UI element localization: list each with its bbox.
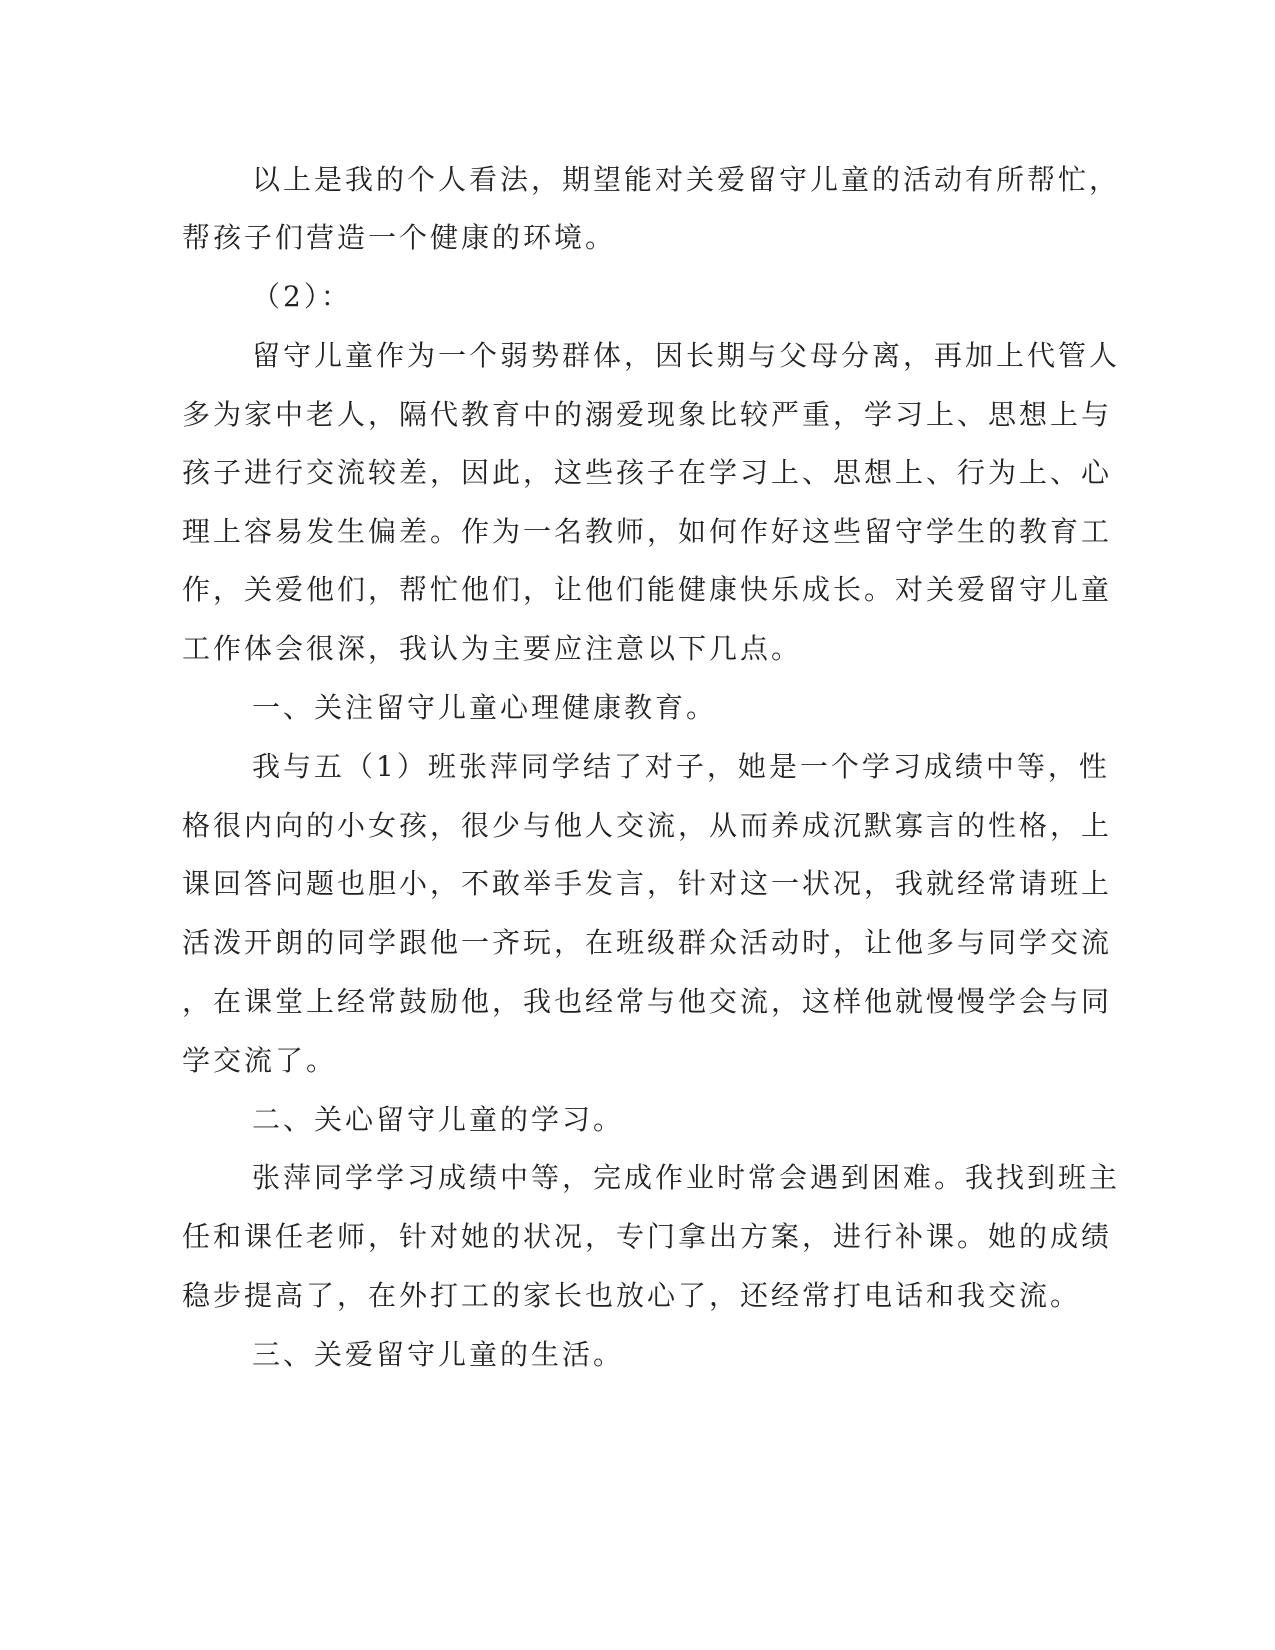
- section-heading: 二、关心留守儿童的学习。: [252, 1103, 625, 1136]
- section-heading: 三、关爱留守儿童的生活。: [252, 1338, 625, 1371]
- paragraph-line: 留守儿童作为一个弱势群体，因长期与父母分离，再加上代管人: [252, 339, 1121, 372]
- paragraph-line: 活泼开朗的同学跟他一齐玩，在班级群众活动时，让他多与同学交流: [182, 926, 1113, 959]
- paragraph-line: 多为家中老人，隔代教育中的溺爱现象比较严重，学习上、思想上与: [182, 398, 1113, 431]
- paragraph-line: 任和课任老师，针对她的状况，专门拿出方案，进行补课。她的成绩: [182, 1220, 1113, 1253]
- paragraph-line: 张萍同学学习成绩中等，完成作业时常会遇到困难。我找到班主: [252, 1161, 1121, 1194]
- paragraph-line: 理上容易发生偏差。作为一名教师，如何作好这些留守学生的教育工: [182, 515, 1113, 548]
- paragraph-line: 课回答问题也胆小，不敢举手发言，针对这一状况，我就经常请班上: [182, 867, 1113, 900]
- paragraph-line: 作，关爱他们，帮忙他们，让他们能健康快乐成长。对关爱留守儿童: [182, 573, 1113, 606]
- paragraph-line: 我与五（1）班张萍同学结了对子，她是一个学习成绩中等，性: [252, 750, 1110, 783]
- paragraph-line: ，在课堂上经常鼓励他，我也经常与他交流，这样他就慢慢学会与同: [182, 985, 1113, 1018]
- paragraph-line: 帮孩子们营造一个健康的环境。: [182, 221, 617, 254]
- section-heading: 一、关注留守儿童心理健康教育。: [252, 691, 718, 724]
- paragraph-line: 稳步提高了，在外打工的家长也放心了，还经常打电话和我交流。: [182, 1279, 1082, 1312]
- paragraph-line: 孩子进行交流较差，因此，这些孩子在学习上、思想上、行为上、心: [182, 456, 1113, 489]
- paragraph-line: 格很内向的小女孩，很少与他人交流，从而养成沉默寡言的性格，上: [182, 809, 1113, 842]
- paragraph-line: 以上是我的个人看法，期望能对关爱留守儿童的活动有所帮忙，: [252, 163, 1121, 196]
- paragraph-line: 学交流了。: [182, 1044, 338, 1077]
- section-label: （2）：: [252, 280, 352, 313]
- paragraph-line: 工作体会很深，我认为主要应注意以下几点。: [182, 632, 803, 665]
